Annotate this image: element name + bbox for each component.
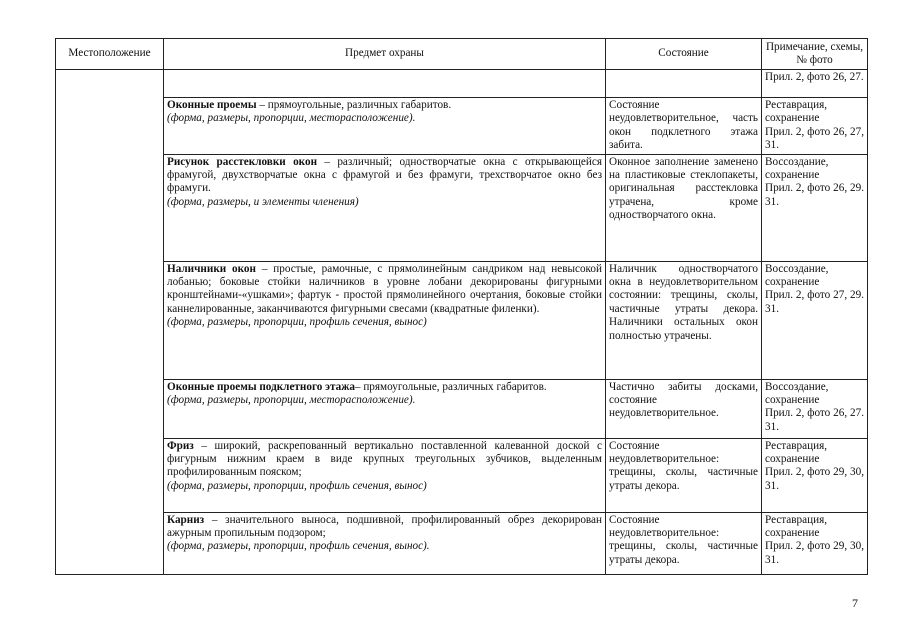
subject-cell [164,512,606,574]
carry-over-subject [164,70,606,98]
element-title: Фриз [167,439,194,452]
element-title: Карниз [167,513,205,526]
element-description: – значительного выноса, подшивной, профилированный обрез декорирован ажурным пропильным подзором; [167,513,602,540]
state-cell: Состояние неудовлетворительное, часть окон подклетного этажа забита. [606,98,762,155]
note-ref: Прил. 2, фото 27, 29. 31. [765,289,864,315]
note-action: Реставрация, сохранение [765,513,828,540]
note-action: Реставрация, сохранение [765,439,828,466]
note-ref: Прил. 2, фото 29, 30, 31. [765,540,864,566]
carry-over-note: Прил. 2, фото 26, 27. [762,70,868,98]
header-note: Примечание, схемы, № фото [762,39,868,70]
table-row [56,261,868,379]
note-cell [762,438,868,512]
carry-over-row [56,70,868,98]
location-cell [56,70,164,575]
element-attributes: (форма, размеры, пропорции, месторасположение). [167,112,416,125]
protection-table [55,38,868,575]
note-ref: Прил. 2, фото 29, 30, 31. [765,466,864,492]
element-description: – прямоугольные, различных габаритов. [354,380,547,393]
table-row [56,98,868,155]
state-cell: Состояние неудовлетворительное: трещины, сколы, частичные утраты декора. [606,438,762,512]
subject-cell [164,379,606,438]
note-action: Воссоздание, сохранение [765,380,829,407]
note-ref: Прил. 2, фото 26, 27, 31. [765,125,864,152]
note-action: Воссоздание, сохранение [765,155,829,182]
state-cell: Частично забиты досками, состояние неудовлетворительное. [606,379,762,438]
page-number: 7 [852,596,858,610]
subject-cell [164,154,606,261]
element-description: – различный; одностворчатые окна с открывающейся фрамугой, двухстворчатые окна с фрамугой и без фрамуги, трехстворчатое окно без фрамуги. [167,155,602,195]
table-row [56,379,868,438]
note-ref: Прил. 2, фото 26, 29. 31. [765,182,864,208]
table-row [56,512,868,574]
element-title: Оконные проемы подклетного этажа [167,380,355,393]
note-action: Воссоздание, сохранение [765,262,829,289]
element-description: – широкий, раскрепованный вертикально поставленной калеванной доской с фигурным нижним краем в виде крупных треугольных зубчиков, выделенным профилированным пояском; [167,439,602,479]
note-cell [762,261,868,379]
element-attributes: (форма, размеры, пропорции, профиль сечения, вынос) [167,316,427,329]
note-cell [762,154,868,261]
subject-cell [164,98,606,155]
note-action: Реставрация, сохранение [765,99,828,125]
table-row [56,154,868,261]
state-cell: Состояние неудовлетворительное: трещины, сколы, частичные утраты декора. [606,512,762,574]
element-attributes: (форма, размеры, пропорции, профиль сечения, вынос). [167,540,430,553]
table-row [56,438,868,512]
element-description: – простые, рамочные, с прямолинейным сандриком над невысокой лобанью; боковые стойки наличников в уровне лобани декорированы фигурными кронштейнами-«ушками»; фартук - простой прямолинейного очертания, боковые стойки каннелированные, заканчиваются фигурными свесами (квадратные филенки). [167,262,602,315]
subject-cell [164,261,606,379]
header-row [56,39,868,70]
state-cell: Оконное заполнение заменено на пластиковые стеклопакеты, оригинальная расстекловка утрачена, кроме одностворчатого окна. [606,154,762,261]
subject-cell [164,438,606,512]
note-cell [762,379,868,438]
element-title: Наличники окон [167,262,256,275]
element-attributes: (форма, размеры, пропорции, профиль сечения, вынос) [167,479,427,492]
note-cell [762,98,868,155]
header-location: Местоположение [56,39,164,70]
note-ref: Прил. 2, фото 26, 27. 31. [765,407,864,433]
state-cell: Наличник одностворчатого окна в неудовлетворительном состоянии: трещины, сколы, частичные утраты декора. Наличники остальных окон полностью утрачены. [606,261,762,379]
element-description: – прямоугольные, различных габаритов. [256,99,452,111]
element-title: Рисунок расстекловки окон [167,155,318,168]
carry-over-state [606,70,762,98]
element-title: Оконные проемы [167,99,257,111]
element-attributes: (форма, размеры, пропорции, месторасположение). [167,394,416,407]
header-state: Состояние [606,39,762,70]
element-attributes: (форма, размеры, и элементы членения) [167,195,359,208]
note-cell [762,512,868,574]
header-subject: Предмет охраны [164,39,606,70]
